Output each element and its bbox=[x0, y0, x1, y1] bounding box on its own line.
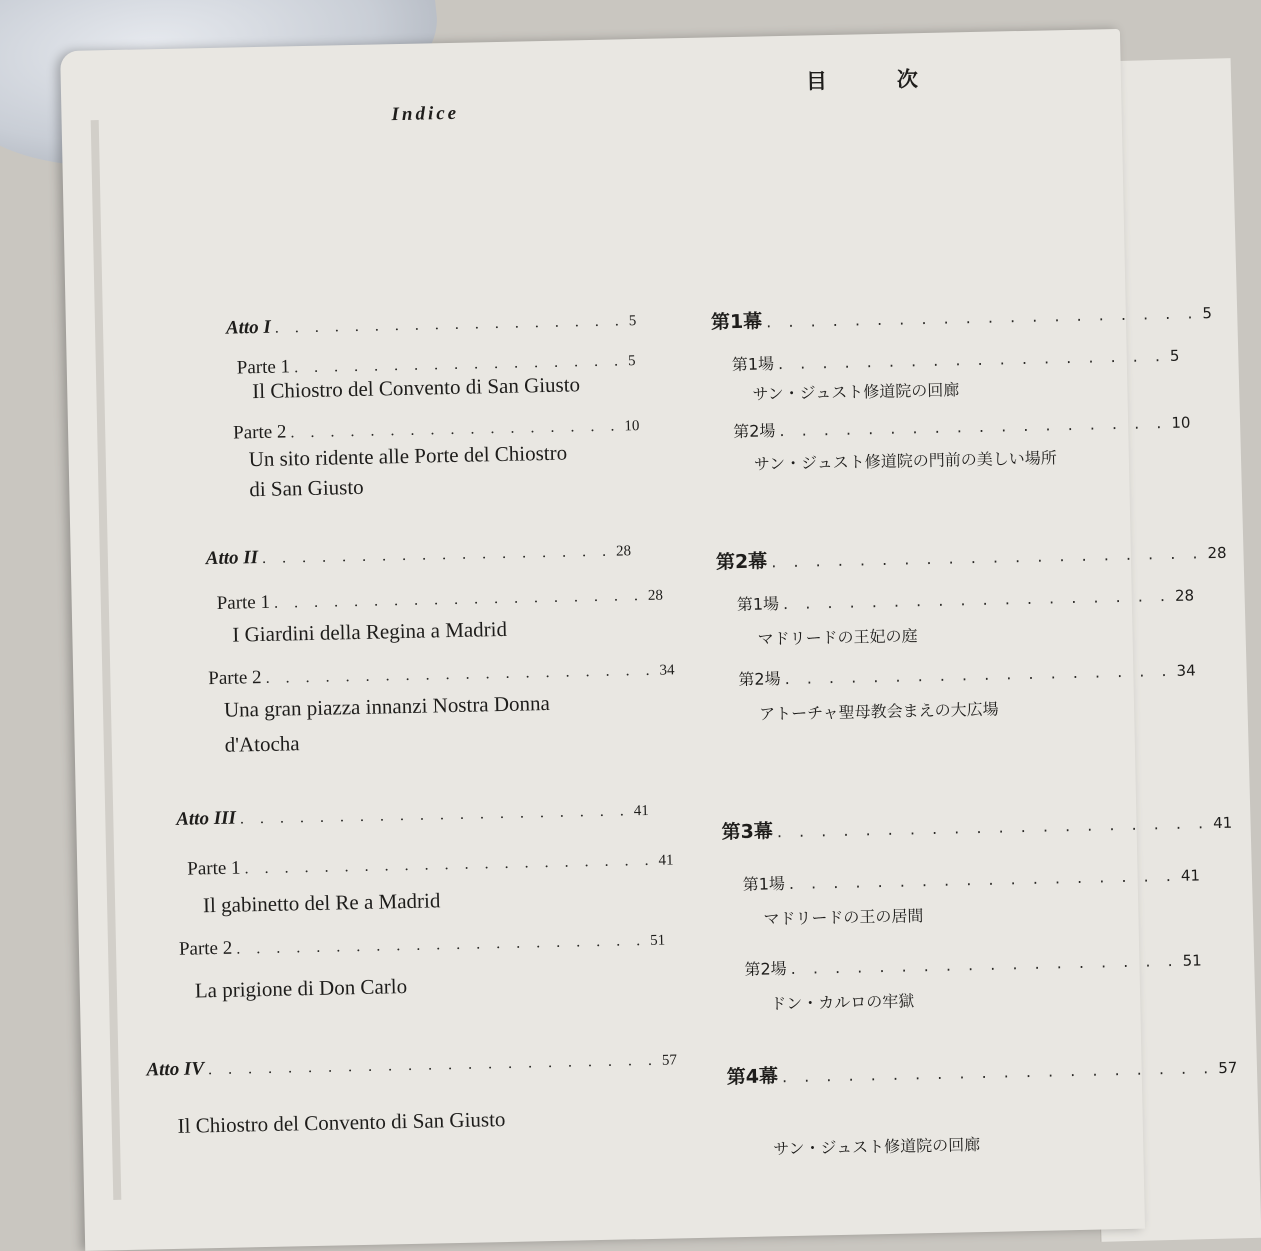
page-number: 28 bbox=[1174, 586, 1195, 605]
part-entry bbox=[742, 862, 1200, 895]
part-entry bbox=[738, 657, 1196, 690]
part-label: 第2場 bbox=[738, 669, 781, 690]
act-label: 第2幕 bbox=[715, 550, 768, 574]
leader-dots: . . . . . . . . . . . . . . . . . . bbox=[788, 865, 1178, 894]
act-label: Atto I bbox=[225, 316, 272, 339]
scene-title: Il gabinetto del Re a Madrid bbox=[202, 888, 441, 918]
leader-dots: . . . . . . . . . . . . . . . . . bbox=[290, 417, 621, 442]
leader-dots: . . . . . . . . . . . . . . . . . . . . . bbox=[244, 851, 655, 878]
part-label: Parte 1 bbox=[216, 591, 271, 614]
act-label: Atto II bbox=[205, 547, 259, 570]
page-number: 10 bbox=[1171, 413, 1191, 432]
part-label: 第1場 bbox=[736, 594, 780, 615]
part-label: 第1場 bbox=[742, 874, 786, 894]
page-number: 10 bbox=[624, 418, 640, 435]
scene-title: Il Chiostro del Convento di San Giusto bbox=[177, 1107, 506, 1138]
scene-title-line-1: Un sito ridente alle Porte del Chiostro bbox=[248, 440, 568, 472]
leader-dots: . . . . . . . . . . . . . . . . . . . . bbox=[776, 813, 1210, 842]
page-number: 34 bbox=[1176, 661, 1196, 680]
act-1-entry bbox=[226, 309, 637, 340]
leader-dots: . . . . . . . . . . . . . . . . . . . . bbox=[239, 802, 631, 828]
act-label: 第3幕 bbox=[721, 820, 774, 844]
scene-title-line-1: Una gran piazza innanzi Nostra Donna bbox=[223, 690, 551, 722]
act-label: Atto IV bbox=[146, 1058, 205, 1081]
part-label: 第2場 bbox=[744, 959, 787, 979]
part-label: Parte 2 bbox=[178, 937, 233, 960]
act-label: 第4幕 bbox=[726, 1065, 779, 1089]
leader-dots: . . . . . . . . . . . . . . . . . . . . bbox=[265, 661, 656, 687]
leader-dots: . . . . . . . . . . . . . . . . . . . . bbox=[781, 1058, 1215, 1087]
scene-title: I Giardini della Regina a Madrid bbox=[232, 616, 508, 647]
scene-title: マドリードの王妃の庭 bbox=[757, 626, 918, 649]
italian-index bbox=[146, 98, 691, 1138]
leader-dots: . . . . . . . . . . . . . . . . . . . . bbox=[771, 543, 1204, 572]
leader-dots: . . . . . . . . . . . . . . . . . . . bbox=[273, 586, 645, 612]
part-entry bbox=[732, 343, 1180, 375]
scene-title: サン・ジュスト修道院の門前の美しい場所 bbox=[753, 448, 1057, 474]
page-number: 5 bbox=[628, 313, 637, 330]
leader-dots: . . . . . . . . . . . . . . . . . . . . . bbox=[236, 932, 647, 958]
page-number: 41 bbox=[1212, 813, 1233, 833]
scene-title: アトーチャ聖母教会まえの大広場 bbox=[758, 699, 999, 724]
part-label: Parte 2 bbox=[232, 421, 287, 444]
leader-dots: . . . . . . . . . . . . . . . . . . bbox=[777, 346, 1167, 374]
page-number: 28 bbox=[1207, 543, 1227, 563]
act-label: 第1幕 bbox=[710, 310, 763, 334]
leader-dots: . . . . . . . . . . . . . . . . . . . . . . . bbox=[207, 1051, 659, 1079]
act-3-entry bbox=[176, 799, 649, 831]
scene-title: サン・ジュスト修道院の回廊 bbox=[752, 380, 960, 404]
leader-dots: . . . . . . . . . . . . . . . . . . bbox=[779, 412, 1168, 441]
page-number: 5 bbox=[1202, 304, 1213, 323]
scene-title: マドリードの王の居間 bbox=[763, 906, 924, 929]
scene-title-line-2: di San Giusto bbox=[249, 474, 364, 502]
leader-dots: . . . . . . . . . . . . . . . . . bbox=[293, 352, 625, 377]
index-heading: 目次 bbox=[805, 65, 989, 94]
page-number: 41 bbox=[633, 802, 649, 820]
part-entry bbox=[216, 584, 663, 615]
act-2-entry bbox=[206, 539, 632, 570]
leader-dots: . . . . . . . . . . . . . . . . . . . . bbox=[765, 303, 1199, 332]
part-entry bbox=[208, 658, 675, 690]
leader-dots: . . . . . . . . . . . . . . . . . . bbox=[782, 585, 1172, 614]
leader-dots: . . . . . . . . . . . . . . . . . . bbox=[261, 542, 613, 567]
act-label: Atto III bbox=[176, 807, 237, 830]
page-number: 41 bbox=[1180, 866, 1201, 885]
part-label: Parte 2 bbox=[208, 667, 262, 690]
part-entry bbox=[737, 582, 1195, 615]
page-number: 51 bbox=[650, 932, 666, 949]
part-label: Parte 1 bbox=[236, 356, 291, 379]
japanese-index bbox=[706, 65, 1238, 1159]
page-number: 28 bbox=[615, 543, 632, 560]
part-label: Parte 1 bbox=[187, 857, 241, 880]
leader-dots: . . . . . . . . . . . . . . . . . . bbox=[790, 950, 1179, 978]
page-number: 5 bbox=[1169, 346, 1180, 365]
page-number: 57 bbox=[661, 1052, 678, 1069]
part-entry bbox=[733, 410, 1191, 443]
act-4-entry bbox=[146, 1048, 677, 1081]
part-entry bbox=[744, 947, 1202, 980]
page-number: 28 bbox=[647, 587, 664, 604]
scene-title-line-2: d'Atocha bbox=[224, 731, 300, 757]
page-number: 51 bbox=[1182, 951, 1202, 970]
scene-title: サン・ジュスト修道院の回廊 bbox=[773, 1135, 981, 1159]
scene-title: Il Chiostro del Convento di San Giusto bbox=[252, 372, 581, 404]
scene-title: ドン・カルロの牢獄 bbox=[770, 991, 915, 1014]
index-heading: Indice bbox=[391, 102, 460, 126]
leader-dots: . . . . . . . . . . . . . . . . . . bbox=[274, 312, 625, 337]
scene-title: La prigione di Don Carlo bbox=[194, 974, 408, 1003]
page-number: 57 bbox=[1218, 1058, 1238, 1078]
part-entry bbox=[233, 414, 640, 445]
book-page bbox=[60, 29, 1238, 1251]
part-entry bbox=[187, 848, 674, 880]
page-number: 34 bbox=[659, 662, 675, 679]
part-entry bbox=[179, 929, 666, 961]
part-label: 第1場 bbox=[731, 354, 775, 375]
page-number: 5 bbox=[627, 353, 636, 370]
part-label: 第2場 bbox=[733, 421, 776, 442]
leader-dots: . . . . . . . . . . . . . . . . . . bbox=[784, 660, 1173, 689]
page-number: 41 bbox=[658, 852, 674, 869]
